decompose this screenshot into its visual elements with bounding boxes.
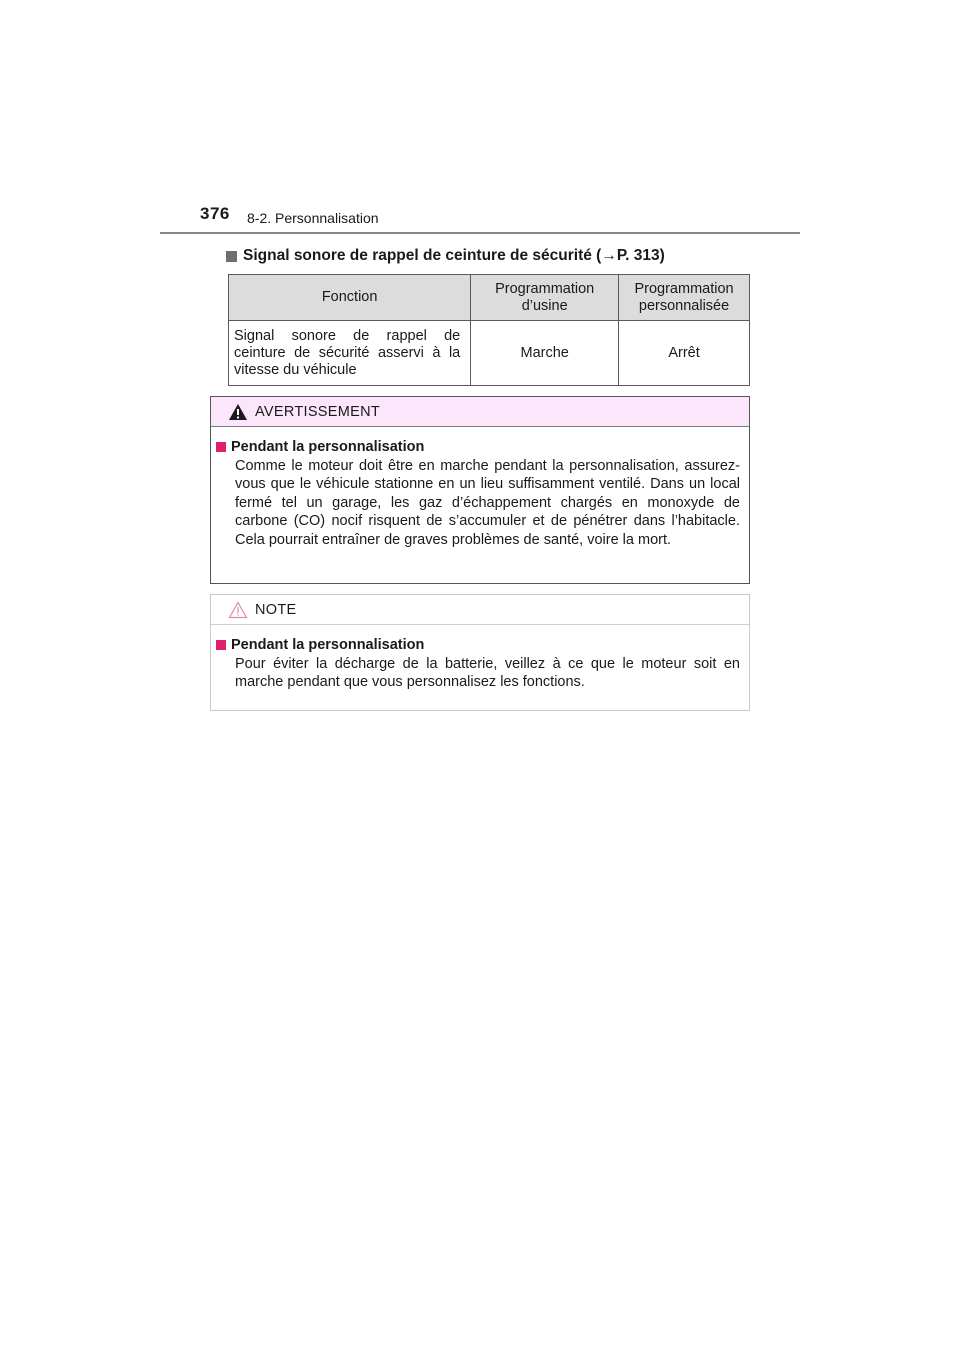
header-rule: [160, 232, 800, 234]
caution-triangle-icon: [228, 601, 248, 619]
table-header-cell: Programmation d’usine: [471, 275, 619, 321]
section-label: 8-2. Personnalisation: [247, 210, 379, 226]
note-item-title: [216, 637, 740, 653]
note-header: [211, 595, 749, 625]
note-label: NOTE: [255, 601, 297, 618]
warning-label: AVERTISSEMENT: [255, 403, 381, 420]
warning-item-title-text: Pendant la personnalisation: [231, 439, 425, 455]
subheading-text: Signal sonore de rappel de ceinture de sécurité (→P. 313): [243, 247, 665, 264]
table-cell-factory: Marche: [471, 321, 619, 386]
table-cell-custom: Arrêt: [619, 321, 750, 386]
warning-header: [211, 397, 749, 427]
square-bullet-icon: [226, 251, 237, 262]
note-box: [210, 594, 750, 711]
note-item-text: Pour éviter la décharge de la batterie, veillez à ce que le moteur soit en marche pendant que vous personnalisez les fonctions.: [235, 656, 740, 691]
table-header-cell: Programmation personnalisée: [619, 275, 750, 321]
table-cell-function: Signal sonore de rappel de ceinture de sécurité asservi à la vitesse du véhicule: [229, 321, 471, 386]
warning-triangle-icon: [228, 403, 248, 421]
warning-body: [211, 427, 749, 549]
note-item-title-text: Pendant la personnalisation: [231, 637, 425, 653]
table-row: [229, 321, 750, 386]
settings-table: [228, 274, 750, 386]
subheading: [226, 247, 665, 265]
pink-square-bullet-icon: [216, 640, 226, 650]
pink-square-bullet-icon: [216, 442, 226, 452]
note-body: [211, 625, 749, 692]
page-number: 376: [200, 204, 230, 223]
warning-item-text: Comme le moteur doit être en marche pendant la personnalisation, assurez-vous que le véhicule stationne en un lieu suffisamment ventilé. Dans un local fermé tel un garage, les gaz d’échappement chargés en monoxyde de carbone (CO) nocif risquent de s’accumuler et de pénétrer dans l’habitacle. Cela pourrait entraîner de graves problèmes de santé, voire la mort.: [235, 458, 740, 548]
table-header-cell: Fonction: [229, 275, 471, 321]
warning-box: [210, 396, 750, 584]
table-header-row: [229, 275, 750, 321]
warning-item-title: [216, 439, 740, 455]
